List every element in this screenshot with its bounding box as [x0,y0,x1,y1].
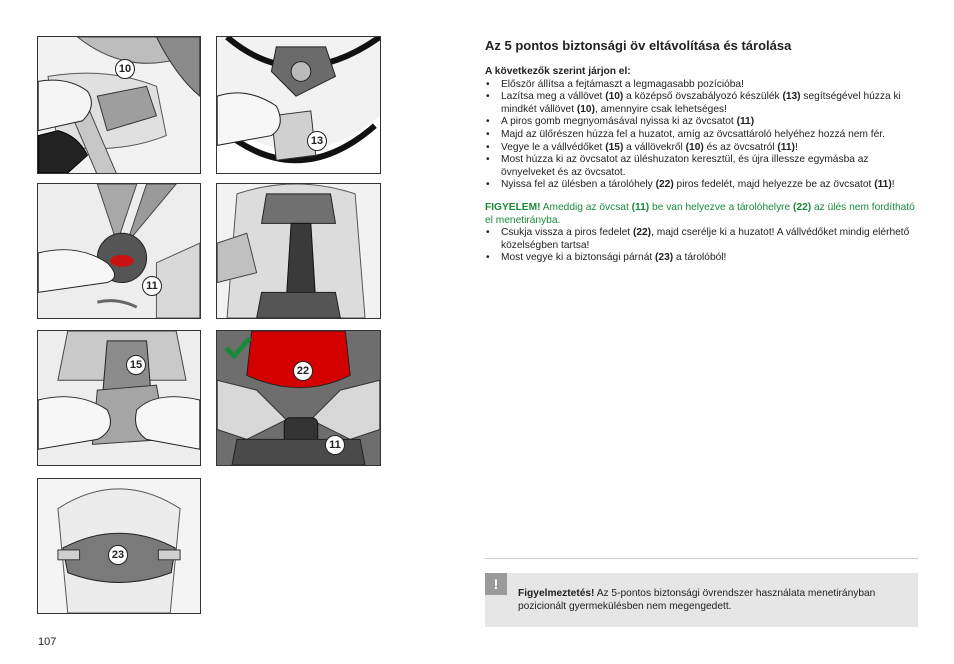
text-run: Csukja vissza a piros fedelet [501,227,633,239]
steps-list [485,79,920,192]
list-item [485,154,920,179]
bold-ref: (11) [874,179,892,191]
list-item [485,227,920,252]
bold-ref: (13) [782,91,801,103]
instructions-subtitle: A következők szerint járjon el: [485,66,631,77]
bold-ref: (10) [685,141,704,153]
text-run: Lazítsa meg a vállövet [501,91,606,103]
text-run: Nyissa fel az ülésben a tárolóhely [501,179,656,191]
text-run: Ameddig az övcsat [540,201,632,213]
text-run: az ülés nem fordítható el menetirányba. [485,201,915,226]
figure-illustration [38,331,200,465]
figure-illustration [217,184,380,318]
figure-illustration [217,37,380,173]
bold-ref: (10) [576,103,595,115]
figure-open-buckle [37,183,201,319]
text-run: Először állítsa a fejtámaszt a legmagasabb pozícióba! [501,78,744,90]
list-item [485,129,920,142]
text-run: ! [794,141,798,153]
text-run: Majd az ülőrészen húzza fel a huzatot, amíg az övcsattároló helyéhez hozzá nem fér. [501,128,885,140]
warning-heading: Figyelmeztetés! [518,588,595,599]
callout-number: 23 [108,545,128,565]
bold-ref: (11) [631,201,650,213]
callout-number: 13 [307,131,327,151]
callout-number: 11 [325,435,345,455]
instructions [485,66,920,265]
text-run: ! [891,179,895,191]
bold-ref: (15) [605,141,624,153]
list-item [485,79,920,92]
figure-safety-cushion [37,478,201,614]
figure-pull-cover [216,183,381,319]
text-run: , amennyire csak lehetséges! [595,103,727,115]
figure-remove-shoulder-belt [37,36,201,174]
callout-number: 10 [115,59,135,79]
figure-illustration [38,184,200,318]
warning-text [518,587,908,613]
figure-shoulder-pads [37,330,201,466]
callout-number: 22 [293,361,313,381]
steps-list-2 [485,227,920,265]
callout-number: 11 [142,276,162,296]
bold-ref: (22) [632,227,652,239]
attention-note [485,202,920,227]
bold-ref: FIGYELEM! [485,201,541,213]
text-run: be van helyezve a tárolóhelyre [649,201,794,213]
green-checkmark-icon [223,335,253,361]
section-title: Az 5 pontos biztonsági öv eltávolítása és tárolása [485,38,792,53]
list-item [485,179,920,192]
exclamation-icon: ! [485,573,507,595]
text-run: és az övcsatról [703,141,778,153]
callout-number: 15 [126,355,146,375]
bold-ref: (11) [777,141,795,153]
text-run: A piros gomb megnyomásával nyissa ki az övcsatot [501,116,737,128]
text-run: , majd cserélje ki a huzatot! A vállvédőket mindig elérhető közelségben tartsa! [501,227,910,251]
bold-ref: (23) [655,252,674,264]
text-run: a tárolóból! [673,252,727,264]
bold-ref: (10) [605,91,624,103]
figure-storage-compartment [216,330,381,466]
figure-illustration [38,37,200,173]
text-run: Vegye le a vállvédőket [501,141,606,153]
text-run: piros fedelét, majd helyezze be az övcsatot [673,179,875,191]
warning-body: Az 5-pontos biztonsági övrendszer használata menetirányban pozicionált gyermekülésben nem megengedett. [518,588,876,612]
warning-box [485,573,918,627]
divider [485,558,918,559]
list-item [485,116,920,129]
page-number: 107 [38,636,57,648]
bold-ref: (11) [736,116,755,128]
bold-ref: (22) [793,201,812,213]
text-run: Most vegye ki a biztonsági párnát [501,252,656,264]
text-run: a középső övszabályozó készülék [623,91,783,103]
figure-belt-adjuster [216,36,381,174]
text-run: a vállövekről [623,141,686,153]
list-item [485,91,920,116]
list-item [485,252,920,265]
bold-ref: (22) [655,179,674,191]
text-run: Most húzza ki az övcsatot az üléshuzaton keresztül, és újra illessze egymásba az övnyelveket és az övcsatot. [501,154,869,178]
list-item [485,142,920,155]
text-run: segítségével húzza ki mindkét vállövet [501,91,901,115]
